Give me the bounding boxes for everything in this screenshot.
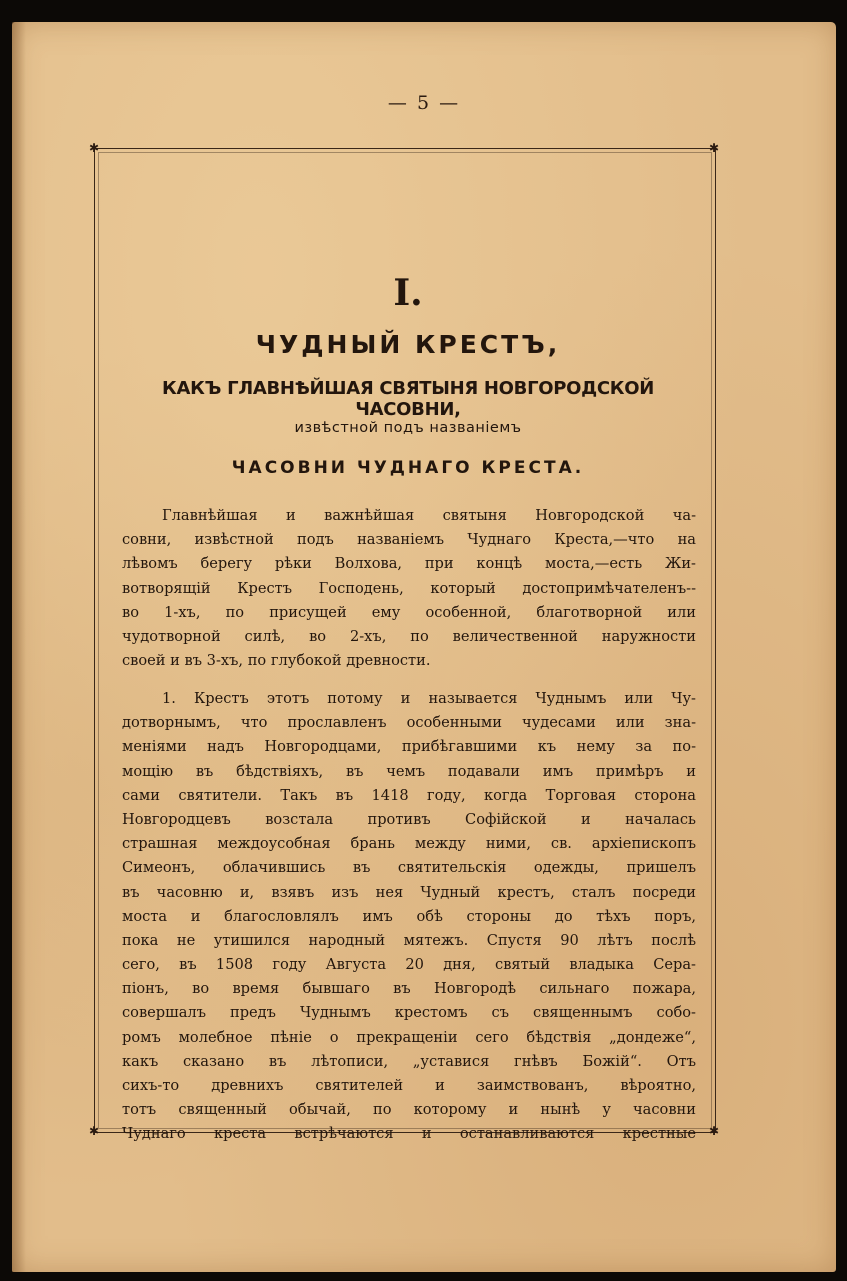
text-line: своей и въ 3-хъ, по глубокой древности. (122, 652, 431, 670)
chapter-title: ЧУДНЫЙ КРЕСТЪ, (255, 330, 561, 359)
text-line: піонъ, во время бывшаго въ Новгородѣ сильнаго пожара, (122, 980, 696, 998)
frame-corner-ornament-top-right: ✱ (708, 141, 720, 155)
chapter-subtitle: КАКЪ ГЛАВНѢЙШАЯ СВЯТЫНЯ НОВГОРОДСКОЙ ЧАСОВНИ, (162, 378, 654, 420)
text-line: страшная междоусобная брань между ними, св. архіепископъ (122, 835, 696, 853)
text-line: Симеонъ, облачившись въ святительскія одежды, пришелъ (122, 859, 696, 877)
text-line: во 1-хъ, по присущей ему особенной, благотворной или (122, 603, 696, 621)
text-line: тотъ священный обычай, по которому и нынѣ у часовни (122, 1101, 696, 1119)
chapter-number: I. (393, 272, 423, 314)
text-line: совни, извѣстной подъ названіемъ Чуднаго Креста,—что на (122, 531, 696, 549)
text-line: какъ сказано въ лѣтописи, „уставися гнѣвъ Божій“. Отъ (122, 1052, 696, 1070)
text-line: сами святители. Такъ въ 1418 году, когда Торговая сторона (122, 786, 696, 804)
frame-corner-ornament-bottom-left: ✱ (88, 1124, 100, 1138)
text-line: дотворнымъ, что прославленъ особенными чудесами или зна- (122, 714, 696, 732)
spine-fold (12, 22, 26, 1272)
text-line: 1. Крестъ этотъ потому и называется Чуднымъ или Чу- (162, 690, 696, 707)
frame-corner-ornament-bottom-right: ✱ (708, 1124, 720, 1138)
text-line: пока не утишился народный мятежъ. Спустя 90 лѣтъ послѣ (122, 931, 696, 949)
text-line: сего, въ 1508 году Августа 20 дня, святый владыка Сера- (122, 956, 696, 974)
text-line: моста и благословлялъ имъ обѣ стороны до тѣхъ поръ, (122, 907, 696, 925)
text-line: меніями надъ Новгородцами, прибѣгавшими къ нему за по- (122, 738, 696, 756)
text-line: мощію въ бѣдствіяхъ, въ чемъ подавали имъ примѣръ и (122, 762, 696, 780)
text-line: Чуднаго креста встрѣчаются и останавливаются крестные (122, 1125, 696, 1143)
paragraph-1 (122, 504, 696, 673)
text-line: Новгородцевъ возстала противъ Софійской и началась (122, 810, 696, 828)
text-line: въ часовню и, взявъ изъ нея Чудный крестъ, сталъ посреди (122, 883, 696, 901)
chapter-subtitle-name: ЧАСОВНИ ЧУДНАГО КРЕСТА. (231, 458, 585, 478)
text-line: лѣвомъ берегу рѣки Волхова, при концѣ моста,—есть Жи- (122, 555, 696, 573)
text-line: совершалъ предъ Чуднымъ крестомъ съ священнымъ собо- (122, 1004, 696, 1022)
chapter-subtitle-connector: извѣстной подъ названіемъ (294, 420, 522, 436)
text-line: Главнѣйшая и важнѣйшая святыня Новгородской ча- (162, 507, 696, 524)
text-line: вотворящій Крестъ Господень, который достопримѣчателенъ-- (122, 579, 696, 597)
text-line: ромъ молебное пѣніе о прекращеніи сего бѣдствія „дондеже“, (122, 1028, 696, 1046)
book-page (12, 22, 836, 1272)
page-number: — 5 — (387, 92, 461, 114)
text-line: чудотворной силѣ, во 2-хъ, по величественной наружности (122, 627, 696, 645)
frame-corner-ornament-top-left: ✱ (88, 141, 100, 155)
text-line: сихъ-то древнихъ святителей и заимствованъ, вѣроятно, (122, 1077, 696, 1094)
paragraph-2 (122, 687, 696, 1147)
